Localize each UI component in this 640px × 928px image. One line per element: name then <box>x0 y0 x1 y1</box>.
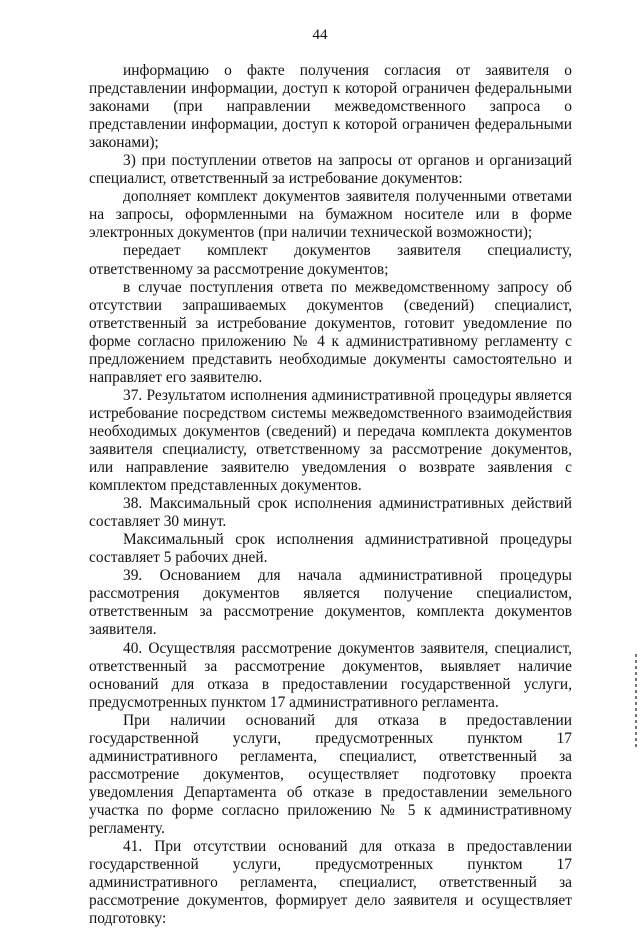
paragraph-item-3: 3) при поступлении ответов на запросы от органов и организаций специалист, ответственный за истребование документов: <box>89 152 572 188</box>
paragraph-40: 40. Осуществляя рассмотрение документов заявителя, специалист, ответственный за рассмотрение документов, выявляет наличие оснований для отказа в предоставлении государственной услуги, предусмотренных пунктом 17 административного регламента. <box>89 639 572 711</box>
paragraph-37: 37. Результатом исполнения административной процедуры является истребование посредством системы межведомственного взаимодействия необходимых документов (сведений) и передача комплекта документов заявителя специалисту, ответственному за рассмотрение документов, или направление заявителю уведомления о возврате заявления с комплектом представленных документов. <box>89 386 572 495</box>
scan-edge-mark <box>635 654 637 750</box>
paragraph-39: 39. Основанием для начала административной процедуры рассмотрения документов является получение специалистом, ответственным за рассмотрение документов, комплекта документов заявителя. <box>89 567 572 639</box>
paragraph-supplements-set: дополняет комплект документов заявителя полученными ответами на запросы, оформленными на бумажном носителе или в форме электронных документов (при наличии технической возможности); <box>89 188 572 242</box>
paragraph-max-term: Максимальный срок исполнения административной процедуры составляет 5 рабочих дней. <box>89 531 572 567</box>
paragraph-38: 38. Максимальный срок исполнения административных действий составляет 30 минут. <box>89 495 572 531</box>
paragraph-absence-response: в случае поступления ответа по межведомственному запросу об отсутствии запрашиваемых документов (сведений) специалист, ответственный за истребование документов, готовит уведомление по форме согласно приложению № 4 к административному регламенту с предложением представить необходимые документы самостоятельно и направляет его заявителю. <box>89 278 572 386</box>
page-number: 44 <box>312 27 328 43</box>
paragraph-41: 41. При отсутствии оснований для отказа в предоставлении государственной услуги, предусмотренных пунктом 17 административного регламента, специалист, ответственный за рассмотрение документов, формирует дело заявителя и осуществляет подготовку: <box>89 838 572 928</box>
paragraph-consent-info: информацию о факте получения согласия от заявителя о представлении информации, доступ к которой ограничен федеральными законами (при направлении межведомственного запроса о представлении информации, доступ к которой ограничен федеральными законами); <box>89 62 572 152</box>
paragraph-transfers-set: передает комплект документов заявителя специалисту, ответственному за рассмотрение документов; <box>89 242 572 278</box>
paragraph-refusal-grounds: При наличии оснований для отказа в предоставлении государственной услуги, предусмотренных пунктом 17 административного регламента, специалист, ответственный за рассмотрение документов, осуществляет подготовку проекта уведомления Департамента об отказе в предоставлении земельного участка по форме согласно приложению № 5 к административному регламенту. <box>89 711 572 837</box>
document-body <box>89 62 572 928</box>
